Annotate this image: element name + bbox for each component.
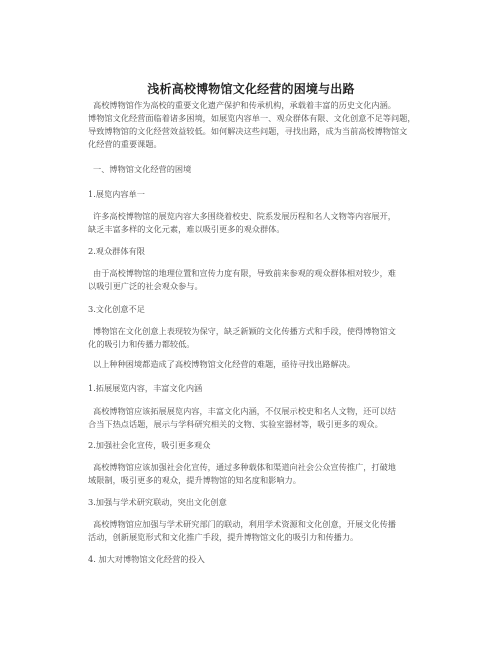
- text-line: 以吸引更广泛的社会观众参与。: [88, 281, 203, 291]
- text-line: 高校博物馆应该加强社会化宣传，通过多种载体和渠道向社会公众宣传推广，打破地: [93, 462, 396, 472]
- point-heading-text: 1.拓展展览内容，丰富文化内涵: [88, 383, 203, 393]
- text-line: 导致博物馆的文化经营效益较低。如何解决这些问题，寻找出路，成为当前高校博物馆文: [88, 126, 408, 136]
- point-heading-text: 3.文化创意不足: [88, 304, 145, 314]
- point-heading-text: 2.观众群体有限: [88, 246, 145, 256]
- intro-paragraph: [88, 99, 422, 151]
- point-paragraph: [88, 405, 422, 431]
- point-heading-text: 3.加强与学术研究联动，突出文化创意: [88, 497, 227, 507]
- point-paragraph: [88, 210, 422, 236]
- point-paragraph: [88, 267, 422, 293]
- text-line: 合当下热点话题，展示与学科研究相关的文物、实验室器材等，吸引更多的观众。: [88, 419, 383, 429]
- text-line: 由于高校博物馆的地理位置和宣传力度有限，导致前来参观的观众群体相对较少，难: [93, 268, 396, 278]
- point-heading: [88, 303, 422, 316]
- point-heading-text: 1.展览内容单一: [88, 189, 145, 199]
- point-heading: [88, 496, 422, 509]
- text-line: 化的吸引力和传播力都较低。: [88, 339, 195, 349]
- point-heading: [88, 245, 422, 258]
- text-line: 域限制，吸引更多的观众，提升博物馆的知名度和影响力。: [88, 475, 301, 485]
- text-line: 高校博物馆应加强与学术研究部门的联动，利用学术资源和文化创意，开展文化传播: [93, 519, 396, 529]
- text-line: 博物馆文化经营面临着诸多困境，如展览内容单一、观众群体有限、文化创意不足等问题，: [88, 113, 416, 123]
- point-paragraph: [88, 325, 422, 351]
- point-heading: [88, 382, 422, 395]
- section-heading-difficulties: [88, 163, 422, 176]
- text-line: 博物馆在文化创意上表现较为保守，缺乏新颖的文化传播方式和手段，使得博物馆文: [93, 326, 396, 336]
- point-heading-text: 2.加强社会化宣传，吸引更多观众: [88, 440, 211, 450]
- document-title: 浅析高校博物馆文化经营的困境与出路: [147, 82, 355, 96]
- text-line: 缺乏丰富多样的文化元素，难以吸引更多的观众群体。: [88, 224, 285, 234]
- text-line: 活动，创新展览形式和文化推广手段，提升博物馆文化的吸引力和传播力。: [88, 532, 359, 542]
- point-heading: [88, 553, 422, 566]
- point-paragraph: [88, 461, 422, 487]
- point-heading-text: 4. 加大对博物馆文化经营的投入: [88, 554, 205, 564]
- point-paragraph: [88, 518, 422, 544]
- text-line: 高校博物馆应该拓展展览内容，丰富文化内涵，不仅展示校史和名人文物，还可以结: [93, 406, 396, 416]
- section-heading: 一、博物馆文化经营的困境: [93, 164, 192, 174]
- text-line: 高校博物馆作为高校的重要文化遗产保护和传承机构，承载着丰富的历史文化内涵。: [93, 100, 396, 110]
- text-line: 化经营的重要课题。: [88, 139, 162, 149]
- text-line: 以上种种困境都造成了高校博物馆文化经营的难题，亟待寻找出路解决。: [93, 359, 356, 369]
- point-heading: [88, 439, 422, 452]
- text-line: 许多高校博物馆的展览内容大多围绕着校史、院系发展历程和名人文物等内容展开，: [93, 211, 396, 221]
- point-heading: [88, 188, 422, 201]
- transition-paragraph: [88, 358, 422, 371]
